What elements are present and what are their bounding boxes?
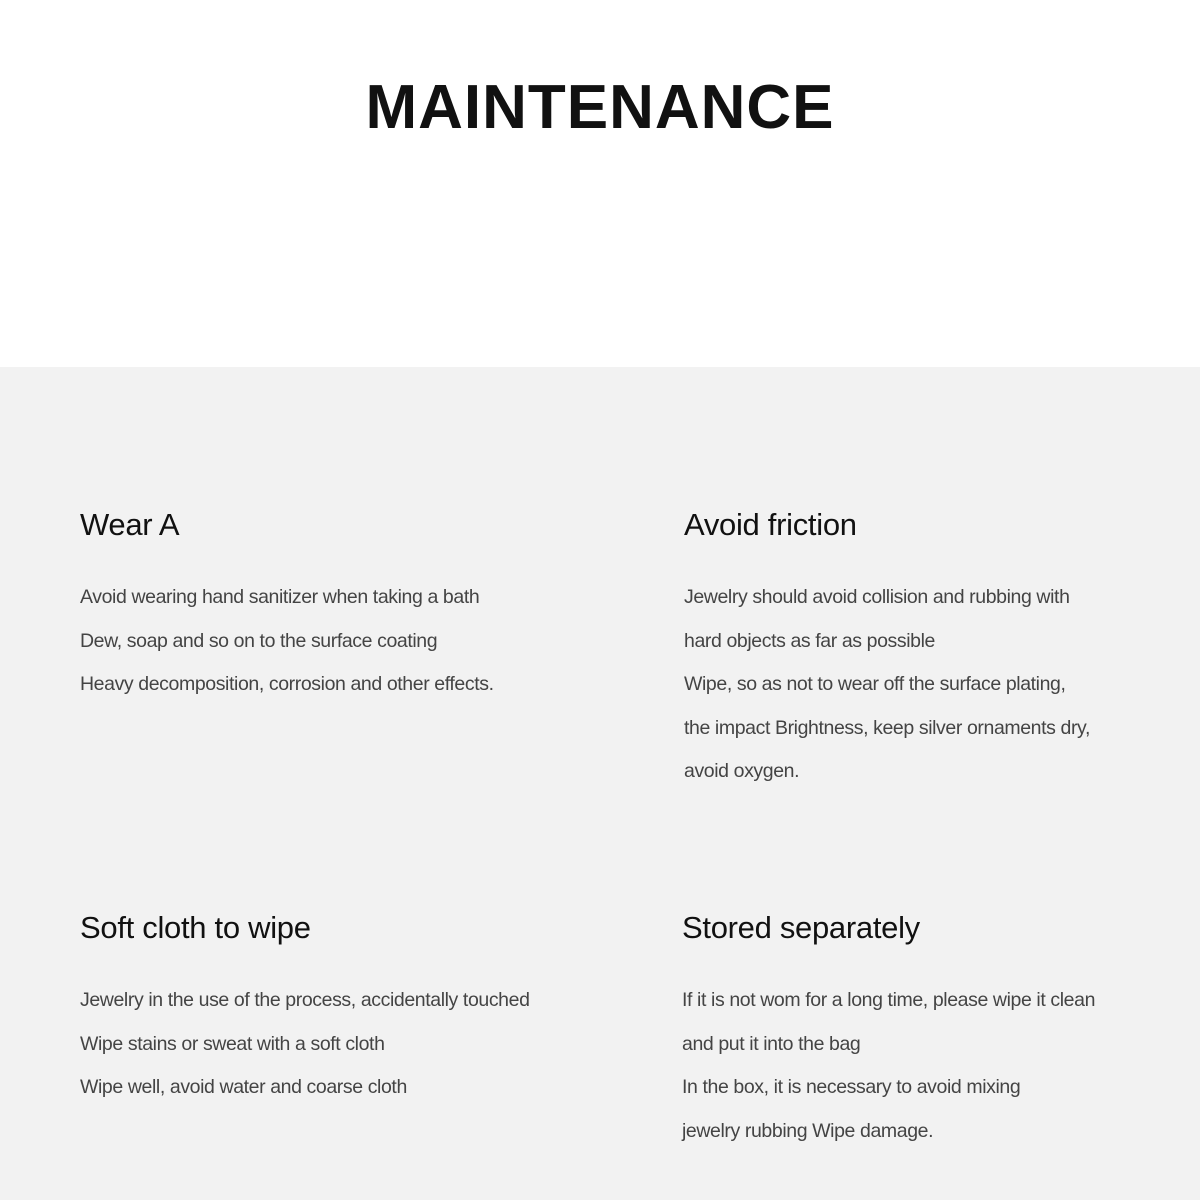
section-stored-separately [682,908,1200,1153]
page-title: MAINTENANCE [365,73,835,142]
header-section [0,0,1200,367]
section-heading: Soft cloth to wipe [80,910,311,945]
section-avoid-friction [684,505,1200,794]
section-line: Wipe, so as not to wear off the surface plating, [684,673,1066,695]
section-line: Heavy decomposition, corrosion and other effects. [80,673,494,695]
section-line: the impact Brightness, keep silver ornaments dry, [684,716,1090,739]
section-heading: Avoid friction [684,507,857,542]
maintenance-panel [0,367,1200,1200]
section-wear [80,505,600,707]
section-line: Avoid wearing hand sanitizer when taking a bath [80,586,480,608]
section-line: and put it into the bag [682,1032,861,1055]
section-heading: Stored separately [682,910,920,945]
section-line: hard objects as far as possible [684,629,935,652]
section-line: Jewelry in the use of the process, accidentally touched [80,989,530,1011]
section-soft-cloth [80,908,600,1110]
section-line: In the box, it is necessary to avoid mixing [682,1076,1021,1098]
section-line: If it is not wom for a long time, please wipe it clean [682,989,1096,1011]
section-line: Dew, soap and so on to the surface coating [80,629,438,652]
section-line: avoid oxygen. [684,760,800,782]
section-line: Wipe stains or sweat with a soft cloth [80,1032,385,1055]
section-line: Wipe well, avoid water and coarse cloth [80,1076,407,1098]
section-line: jewelry rubbing Wipe damage. [682,1119,934,1142]
section-line: Jewelry should avoid collision and rubbing with [684,586,1070,608]
section-heading: Wear A [80,507,180,542]
